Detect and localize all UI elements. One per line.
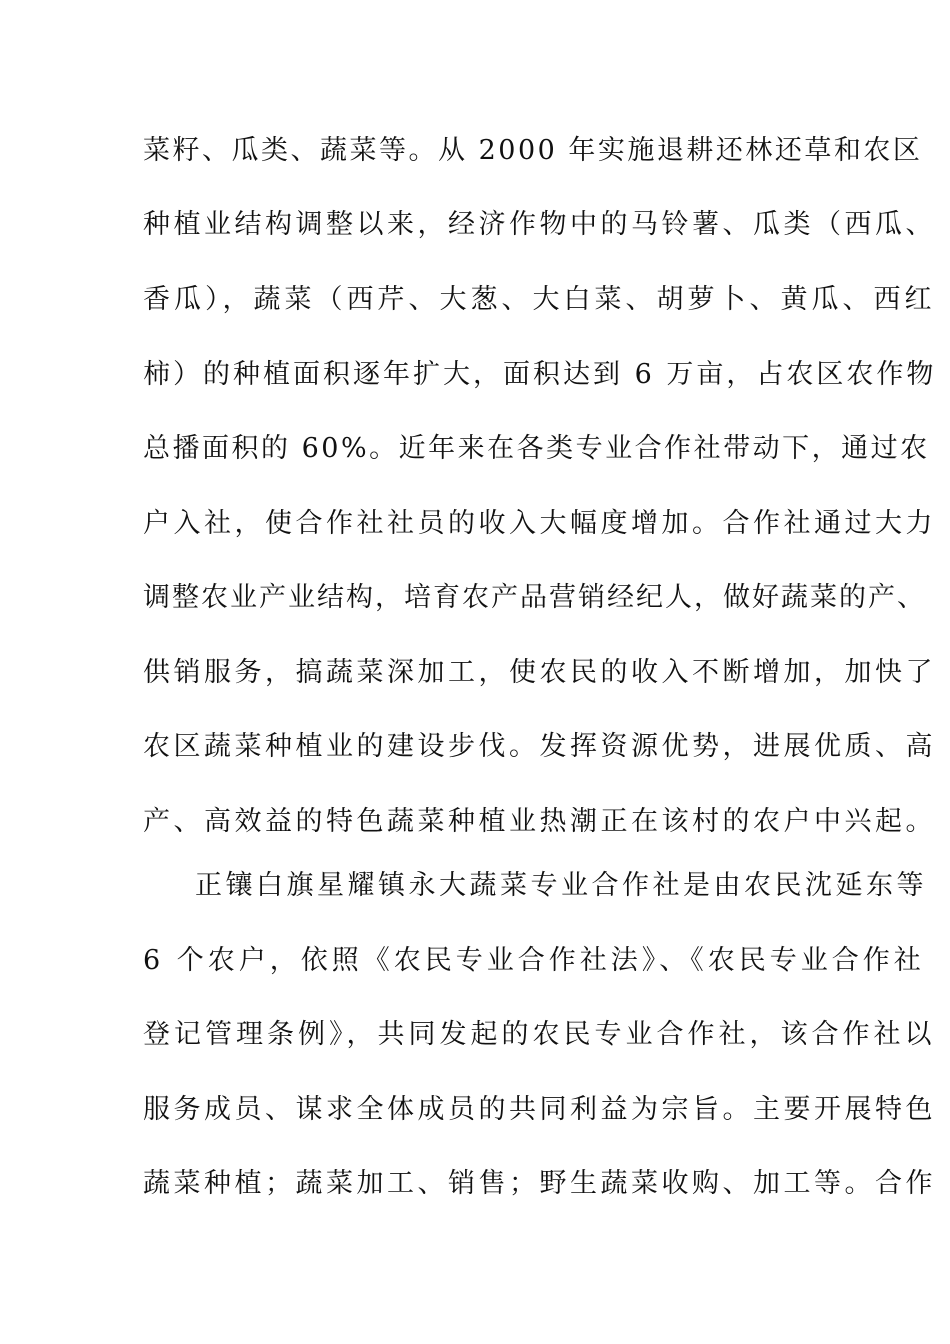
text-line: 服务成员、谋求全体成员的共同利益为宗旨。主要开展特色 <box>143 1094 936 1125</box>
text-line: 登记管理条例》，共同发起的农民专业合作社，该合作社以 <box>143 1019 936 1050</box>
text-line: 供销服务，搞蔬菜深加工，使农民的收入不断增加，加快了 <box>143 657 936 688</box>
text-line: 菜籽、瓜类、蔬菜等。从 2000 年实施退耕还林还草和农区 <box>143 135 923 166</box>
text-line: 种植业结构调整以来，经济作物中的马铃薯、瓜类（西瓜、 <box>143 209 936 240</box>
text-line: 总播面积的 60%。近年来在各类专业合作社带动下，通过农 <box>143 433 930 464</box>
text-line: 柿）的种植面积逐年扩大，面积达到 6 万亩，占农区农作物 <box>143 359 937 390</box>
paragraph-first-line: 正镶白旗星耀镇永大蔬菜专业合作社是由农民沈延东等 <box>195 870 927 901</box>
text-line: 农区蔬菜种植业的建设步伐。发挥资源优势，进展优质、高 <box>143 731 936 762</box>
text-line: 调整农业产业结构，培育农产品营销经纪人，做好蔬菜的产、 <box>143 582 926 613</box>
text-line: 户入社，使合作社社员的收入大幅度增加。合作社通过大力 <box>143 508 936 539</box>
text-line: 产、高效益的特色蔬菜种植业热潮正在该村的农户中兴起。 <box>143 806 936 837</box>
text-line: 香瓜），蔬菜（西芹、大葱、大白菜、胡萝卜、黄瓜、西红 <box>143 284 936 315</box>
text-line: 蔬菜种植；蔬菜加工、销售；野生蔬菜收购、加工等。合作 <box>143 1168 936 1199</box>
text-line: 6 个农户，依照《农民专业合作社法》、《农民专业合作社 <box>143 945 925 976</box>
